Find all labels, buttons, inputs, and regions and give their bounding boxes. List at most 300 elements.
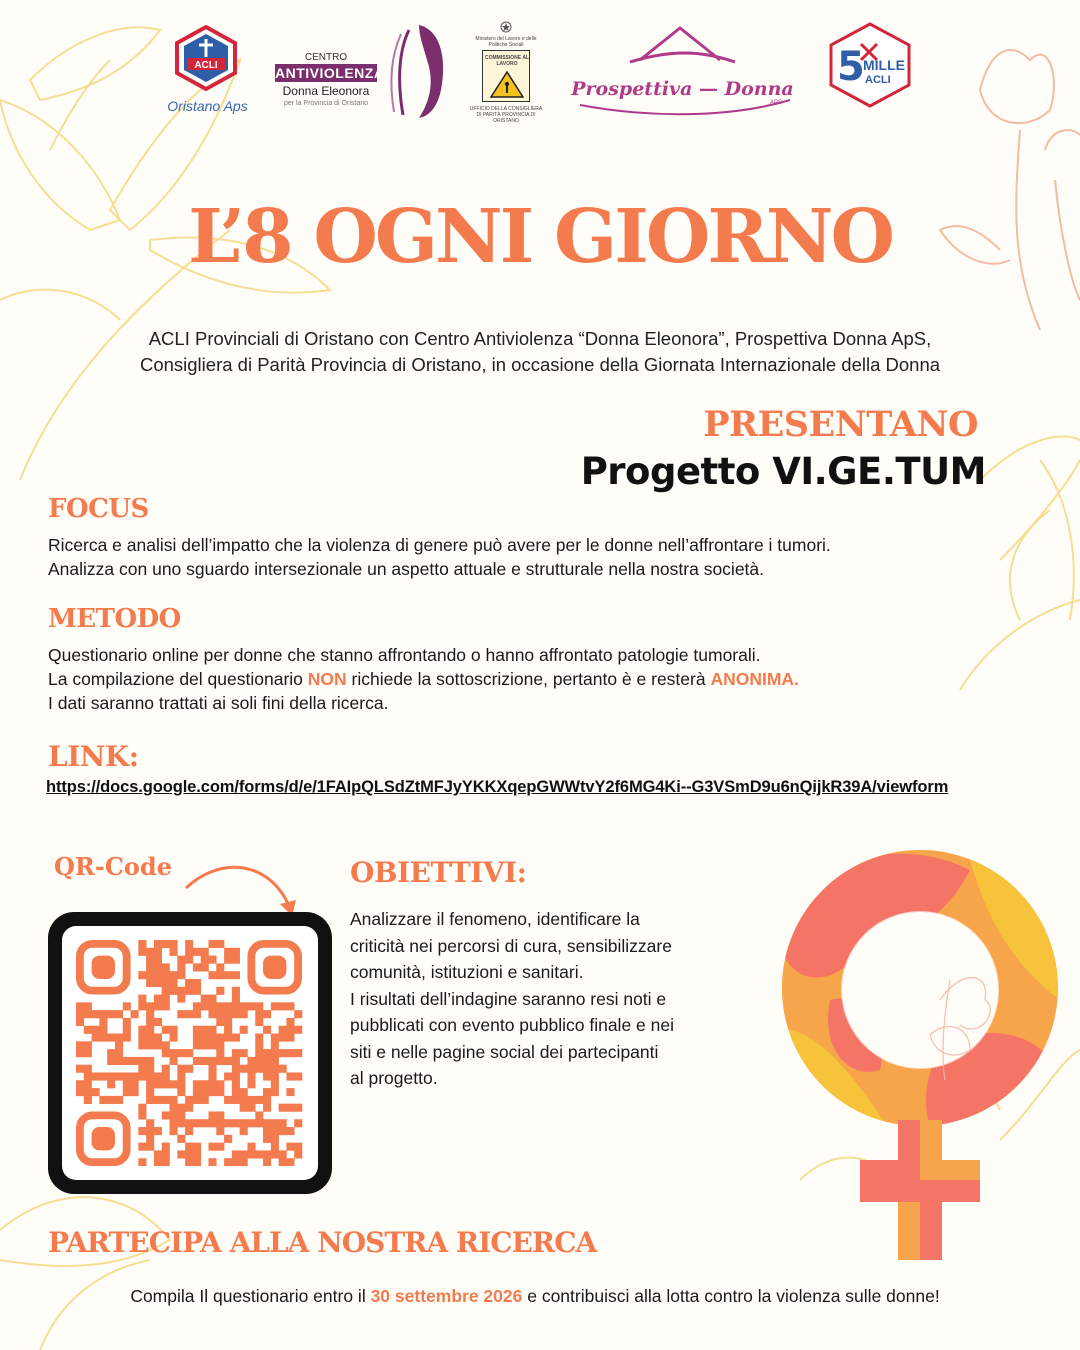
- qr-module: [115, 1034, 123, 1042]
- qr-module: [263, 1104, 271, 1112]
- qr-module: [208, 1010, 216, 1018]
- qr-module: [138, 940, 146, 948]
- qr-module: [255, 1034, 263, 1042]
- intro-text: [60, 326, 1020, 378]
- qr-module: [177, 1065, 185, 1073]
- curved-arrow-icon: [180, 856, 300, 920]
- qr-module: [123, 1034, 131, 1042]
- qr-module: [224, 971, 232, 979]
- consigliera-parita-logo: [468, 20, 544, 124]
- qr-module: [138, 1057, 146, 1065]
- qr-module: [286, 1026, 294, 1034]
- qr-module: [224, 1119, 232, 1127]
- qr-module: [201, 1096, 209, 1104]
- qr-module: [76, 1010, 84, 1018]
- qr-module: [255, 1150, 263, 1158]
- qr-module: [224, 956, 232, 964]
- qr-module: [84, 1041, 92, 1049]
- qr-module: [115, 1072, 123, 1080]
- cav-line1: CENTRO: [304, 52, 348, 63]
- qr-module: [107, 1049, 115, 1057]
- qr-module: [240, 1127, 248, 1135]
- qr-module: [263, 1065, 271, 1073]
- qr-module: [216, 1143, 224, 1151]
- qr-module: [185, 948, 193, 956]
- cta-body-a: Compila Il questionario entro il: [130, 1286, 371, 1306]
- qr-module: [170, 1080, 178, 1088]
- qr-code-pattern: [76, 940, 304, 1166]
- qr-module: [286, 1158, 294, 1166]
- qr-module: [247, 1065, 255, 1073]
- qr-module: [146, 1135, 154, 1143]
- qr-module: [146, 956, 154, 964]
- obiettivi-line: I risultati dell’indagine saranno resi noti e: [350, 988, 667, 1009]
- qr-module: [193, 1119, 201, 1127]
- qr-module: [286, 1072, 294, 1080]
- acli-mark-text: ACLI: [194, 60, 218, 71]
- qr-module: [224, 1018, 232, 1026]
- qr-module: [279, 1150, 287, 1158]
- qr-module: [146, 971, 154, 979]
- qr-finder-pattern: [251, 944, 298, 991]
- qr-module: [185, 987, 193, 995]
- qr-module: [92, 1034, 100, 1042]
- qr-module: [162, 1111, 170, 1119]
- qr-module: [193, 1057, 201, 1065]
- qr-module: [216, 1034, 224, 1042]
- qr-module: [123, 1018, 131, 1026]
- qr-module: [193, 948, 201, 956]
- qr-module: [177, 1111, 185, 1119]
- qr-module: [146, 1010, 154, 1018]
- qr-module: [123, 1088, 131, 1096]
- qr-module: [131, 1057, 139, 1065]
- qr-module: [177, 1080, 185, 1088]
- qr-module: [162, 1026, 170, 1034]
- qr-module: [208, 971, 216, 979]
- qr-module: [247, 1072, 255, 1080]
- metodo-body: [48, 643, 1048, 715]
- qr-module: [216, 987, 224, 995]
- qr-module: [208, 940, 216, 948]
- qr-module: [232, 1049, 240, 1057]
- qr-module: [170, 1111, 178, 1119]
- qr-module: [232, 995, 240, 1003]
- qr-module: [240, 1088, 248, 1096]
- qr-module: [286, 1002, 294, 1010]
- qr-module: [170, 1057, 178, 1065]
- qr-module: [240, 1049, 248, 1057]
- qr-module: [216, 1049, 224, 1057]
- qr-module: [131, 1010, 139, 1018]
- qr-module: [193, 1010, 201, 1018]
- qr-module: [177, 1119, 185, 1127]
- qr-module: [107, 1057, 115, 1065]
- qr-module: [138, 1034, 146, 1042]
- qr-module: [138, 1072, 146, 1080]
- qr-module: [271, 1002, 279, 1010]
- qr-module: [193, 1026, 201, 1034]
- qr-module: [232, 1096, 240, 1104]
- qr-module: [193, 1150, 201, 1158]
- qr-module: [162, 1080, 170, 1088]
- qr-module: [208, 1026, 216, 1034]
- qr-module: [294, 1010, 302, 1018]
- qr-module: [154, 1034, 162, 1042]
- intro-line-1: ACLI Provinciali di Oristano con Centro Antiviolenza “Donna Eleonora”, Prospettiva Donna ApS,: [148, 328, 932, 349]
- metodo-line-3: I dati saranno trattati ai soli fini della ricerca.: [48, 693, 389, 713]
- qr-module: [247, 1080, 255, 1088]
- qr-module: [208, 1111, 216, 1119]
- qr-module: [216, 963, 224, 971]
- qr-module: [201, 963, 209, 971]
- qr-module: [263, 1088, 271, 1096]
- qr-module: [271, 1034, 279, 1042]
- metodo-anonima-highlight: ANONIMA.: [710, 669, 799, 689]
- qr-module: [138, 1127, 146, 1135]
- qr-module: [279, 1065, 287, 1073]
- qr-module: [263, 1158, 271, 1166]
- qr-module: [201, 1034, 209, 1042]
- qr-module: [138, 1143, 146, 1151]
- qr-module: [170, 1127, 178, 1135]
- qr-module: [84, 1026, 92, 1034]
- qr-module: [279, 1158, 287, 1166]
- qr-module: [154, 1041, 162, 1049]
- qr-module: [162, 1150, 170, 1158]
- partner-logos: [150, 20, 920, 130]
- qr-module: [177, 987, 185, 995]
- qr-module: [224, 1057, 232, 1065]
- qr-module: [107, 1072, 115, 1080]
- focus-line-2: Analizza con uno sguardo intersezionale un aspetto attuale e strutturale nella nostra società.: [48, 559, 765, 579]
- consigliera-badge: [482, 50, 530, 102]
- qr-module: [115, 1010, 123, 1018]
- acli-hexagon-icon: [173, 25, 239, 91]
- qr-module: [193, 1002, 201, 1010]
- qr-module: [232, 1034, 240, 1042]
- qr-module: [185, 1096, 193, 1104]
- cav-line4: per la Provincia di Oristano: [283, 100, 369, 107]
- qr-module: [216, 1002, 224, 1010]
- qr-module: [263, 1135, 271, 1143]
- qr-module: [162, 987, 170, 995]
- qr-module: [224, 1158, 232, 1166]
- qr-module: [154, 1080, 162, 1088]
- qr-module: [146, 1065, 154, 1073]
- qr-module: [271, 1057, 279, 1065]
- qr-module: [162, 1041, 170, 1049]
- obiettivi-body: [350, 906, 760, 1092]
- qr-module: [271, 1127, 279, 1135]
- qr-module: [247, 1143, 255, 1151]
- qr-module: [208, 1088, 216, 1096]
- qr-module: [201, 1026, 209, 1034]
- qr-module: [170, 1119, 178, 1127]
- qr-module: [208, 1080, 216, 1088]
- qr-finder-pattern: [80, 944, 127, 991]
- qr-module: [286, 1034, 294, 1042]
- acli-oristano-logo: [155, 20, 255, 120]
- qr-module: [279, 1104, 287, 1112]
- qr-module: [216, 940, 224, 948]
- qr-module: [107, 1080, 115, 1088]
- qr-module: [99, 1072, 107, 1080]
- qr-module: [271, 1065, 279, 1073]
- cav-line2: ANTIVIOLENZA: [275, 65, 385, 81]
- five-mille-org: ACLI: [865, 74, 891, 86]
- qr-module: [271, 1150, 279, 1158]
- qr-module: [193, 1080, 201, 1088]
- qr-module: [170, 979, 178, 987]
- qr-module: [123, 1057, 131, 1065]
- qr-module: [240, 1010, 248, 1018]
- qr-module: [208, 1143, 216, 1151]
- qr-code[interactable]: [62, 926, 318, 1180]
- qr-module: [255, 1049, 263, 1057]
- qr-module: [107, 1034, 115, 1042]
- qr-module: [232, 987, 240, 995]
- qr-module: [255, 1119, 263, 1127]
- qr-module: [177, 1049, 185, 1057]
- qr-module: [247, 1002, 255, 1010]
- qr-module: [162, 1049, 170, 1057]
- cav-line3: Donna Eleonora: [282, 84, 370, 98]
- qr-module: [294, 1119, 302, 1127]
- qr-module: [247, 1150, 255, 1158]
- qr-module: [193, 979, 201, 987]
- qr-module: [240, 1119, 248, 1127]
- metodo-line-2c: richiede la sottoscrizione, pertanto è e resterà: [346, 669, 711, 689]
- qr-module: [138, 1002, 146, 1010]
- qr-module: [185, 956, 193, 964]
- qr-module: [123, 1080, 131, 1088]
- qr-module: [232, 1065, 240, 1073]
- qr-module: [99, 1026, 107, 1034]
- qr-module: [208, 956, 216, 964]
- qr-module: [138, 1158, 146, 1166]
- qr-module: [286, 1104, 294, 1112]
- qr-module: [271, 1072, 279, 1080]
- qr-module: [162, 995, 170, 1003]
- qr-module: [232, 1150, 240, 1158]
- qr-module: [208, 1057, 216, 1065]
- prospettiva-donna-logo: [570, 20, 795, 120]
- qr-module: [201, 1041, 209, 1049]
- qr-module: [286, 1143, 294, 1151]
- qr-module: [193, 1158, 201, 1166]
- cinque-per-mille-logo: [825, 20, 915, 120]
- qr-module: [263, 1119, 271, 1127]
- qr-module: [263, 1072, 271, 1080]
- qr-module: [138, 1104, 146, 1112]
- qr-module: [154, 963, 162, 971]
- qr-module: [131, 1080, 139, 1088]
- qr-module: [208, 1041, 216, 1049]
- qr-module: [154, 1150, 162, 1158]
- qr-module: [294, 1072, 302, 1080]
- prospettiva-name: Prospettiva — Donna: [571, 78, 794, 100]
- qr-module: [84, 1096, 92, 1104]
- qr-module: [247, 1104, 255, 1112]
- qr-module: [154, 1158, 162, 1166]
- qr-module: [162, 979, 170, 987]
- qr-module: [232, 1158, 240, 1166]
- qr-module: [294, 1150, 302, 1158]
- qr-module: [271, 1080, 279, 1088]
- qr-module: [224, 1010, 232, 1018]
- metodo-non-highlight: NON: [307, 669, 347, 689]
- qr-module: [294, 1104, 302, 1112]
- qr-module: [177, 1072, 185, 1080]
- metodo-line-2a: La compilazione del questionario: [48, 669, 308, 689]
- qr-module: [177, 1010, 185, 1018]
- qr-module: [286, 1018, 294, 1026]
- qr-module: [154, 1072, 162, 1080]
- qr-module: [279, 1034, 287, 1042]
- qr-module: [162, 1143, 170, 1151]
- qr-module: [99, 1018, 107, 1026]
- qr-module: [138, 948, 146, 956]
- qr-module: [263, 1026, 271, 1034]
- qr-module: [193, 1041, 201, 1049]
- qr-module: [146, 1143, 154, 1151]
- qr-module: [216, 1010, 224, 1018]
- qr-finder-pattern: [80, 1115, 127, 1162]
- qr-module: [193, 987, 201, 995]
- qr-module: [193, 1096, 201, 1104]
- qr-module: [162, 940, 170, 948]
- qr-module: [224, 1135, 232, 1143]
- qr-module: [162, 1158, 170, 1166]
- cta-body-c: e contribuisci alla lotta contro la violenza sulle donne!: [522, 1286, 940, 1306]
- qr-module: [224, 1096, 232, 1104]
- qr-module: [92, 1072, 100, 1080]
- qr-module: [232, 1072, 240, 1080]
- obiettivi-line: siti e nelle pagine social dei partecipanti: [350, 1041, 659, 1062]
- qr-module: [170, 1026, 178, 1034]
- qr-module: [216, 1041, 224, 1049]
- qr-module: [146, 1127, 154, 1135]
- qr-module: [146, 948, 154, 956]
- qr-module: [271, 1143, 279, 1151]
- acli-caption: Oristano Aps: [167, 98, 248, 114]
- qr-module: [84, 1010, 92, 1018]
- metodo-heading: METODO: [48, 604, 181, 634]
- qr-module: [131, 1088, 139, 1096]
- qr-module: [170, 987, 178, 995]
- consigliera-bottom-text: UFFICIO DELLA CONSIGLIERA DI PARITÀ PROVINCIA DI ORISTANO: [469, 106, 543, 124]
- qr-module: [271, 1049, 279, 1057]
- qr-module: [146, 1041, 154, 1049]
- five-per-mille-hexagon-icon: [825, 20, 915, 110]
- qr-module: [115, 1041, 123, 1049]
- qr-module: [170, 948, 178, 956]
- qr-module: [240, 1096, 248, 1104]
- qr-module: [224, 1026, 232, 1034]
- qr-module: [193, 963, 201, 971]
- qr-module: [185, 1150, 193, 1158]
- presentano-heading: PRESENTANO: [703, 404, 978, 445]
- qr-module: [185, 940, 193, 948]
- questionnaire-link[interactable]: https://docs.google.com/forms/d/e/1FAIpQLSdZtMFJyYKKXqepGWWtvY2f6MG4Ki--G3VSmD9u6nQijkR39A/viewform: [46, 778, 949, 796]
- centro-antiviolenza-logo: [275, 20, 450, 120]
- qr-module: [216, 1119, 224, 1127]
- warning-sign-icon: [483, 69, 531, 99]
- qr-module: [84, 1088, 92, 1096]
- qr-module: [201, 1002, 209, 1010]
- qr-module: [279, 1049, 287, 1057]
- qr-module: [154, 948, 162, 956]
- qr-module: [216, 1088, 224, 1096]
- qr-module: [216, 1111, 224, 1119]
- qr-module: [271, 1041, 279, 1049]
- qr-module: [185, 1127, 193, 1135]
- qr-module: [263, 1057, 271, 1065]
- qr-module: [154, 971, 162, 979]
- consigliera-box-text: COMMISSIONE AL LAVORO: [485, 55, 529, 67]
- qr-module: [240, 1065, 248, 1073]
- qr-module: [170, 1034, 178, 1042]
- qr-module: [232, 1119, 240, 1127]
- five-mille-num: 5: [837, 44, 865, 90]
- qr-module: [146, 1088, 154, 1096]
- qr-module: [208, 1072, 216, 1080]
- qr-module: [138, 971, 146, 979]
- qr-module: [247, 1096, 255, 1104]
- qr-module: [255, 1010, 263, 1018]
- qr-module: [185, 1104, 193, 1112]
- qr-module: [286, 1049, 294, 1057]
- qr-module: [247, 1119, 255, 1127]
- qr-module: [138, 995, 146, 1003]
- qr-module: [201, 1057, 209, 1065]
- qr-module: [255, 1111, 263, 1119]
- qr-module: [84, 1072, 92, 1080]
- qr-module: [216, 1018, 224, 1026]
- qr-module: [201, 995, 209, 1003]
- qr-module: [208, 1158, 216, 1166]
- qr-module: [271, 1119, 279, 1127]
- woman-profile-icon: [379, 20, 449, 120]
- qr-module: [208, 1034, 216, 1042]
- qr-module: [185, 1143, 193, 1151]
- page-title: L’8 OGNI GIORNO: [188, 194, 892, 280]
- qr-module: [201, 956, 209, 964]
- qr-module: [232, 1088, 240, 1096]
- qr-module: [138, 1026, 146, 1034]
- qr-module: [240, 1026, 248, 1034]
- qr-module: [146, 1026, 154, 1034]
- qr-module: [255, 1002, 263, 1010]
- qr-module: [201, 948, 209, 956]
- qr-module: [286, 1088, 294, 1096]
- qr-module: [177, 1088, 185, 1096]
- qr-module: [279, 1119, 287, 1127]
- qr-module: [146, 1018, 154, 1026]
- qr-module: [232, 948, 240, 956]
- qr-module: [154, 1127, 162, 1135]
- qr-module: [170, 1096, 178, 1104]
- qr-module: [162, 1072, 170, 1080]
- qr-module: [177, 1135, 185, 1143]
- prospettiva-arc-icon: [570, 20, 795, 120]
- qr-module: [177, 1104, 185, 1112]
- qr-module: [76, 1002, 84, 1010]
- qr-module: [99, 1034, 107, 1042]
- qr-module: [185, 1158, 193, 1166]
- metodo-line-1: Questionario online per donne che stanno affrontando o hanno affrontato patologie tumorali.: [48, 645, 761, 665]
